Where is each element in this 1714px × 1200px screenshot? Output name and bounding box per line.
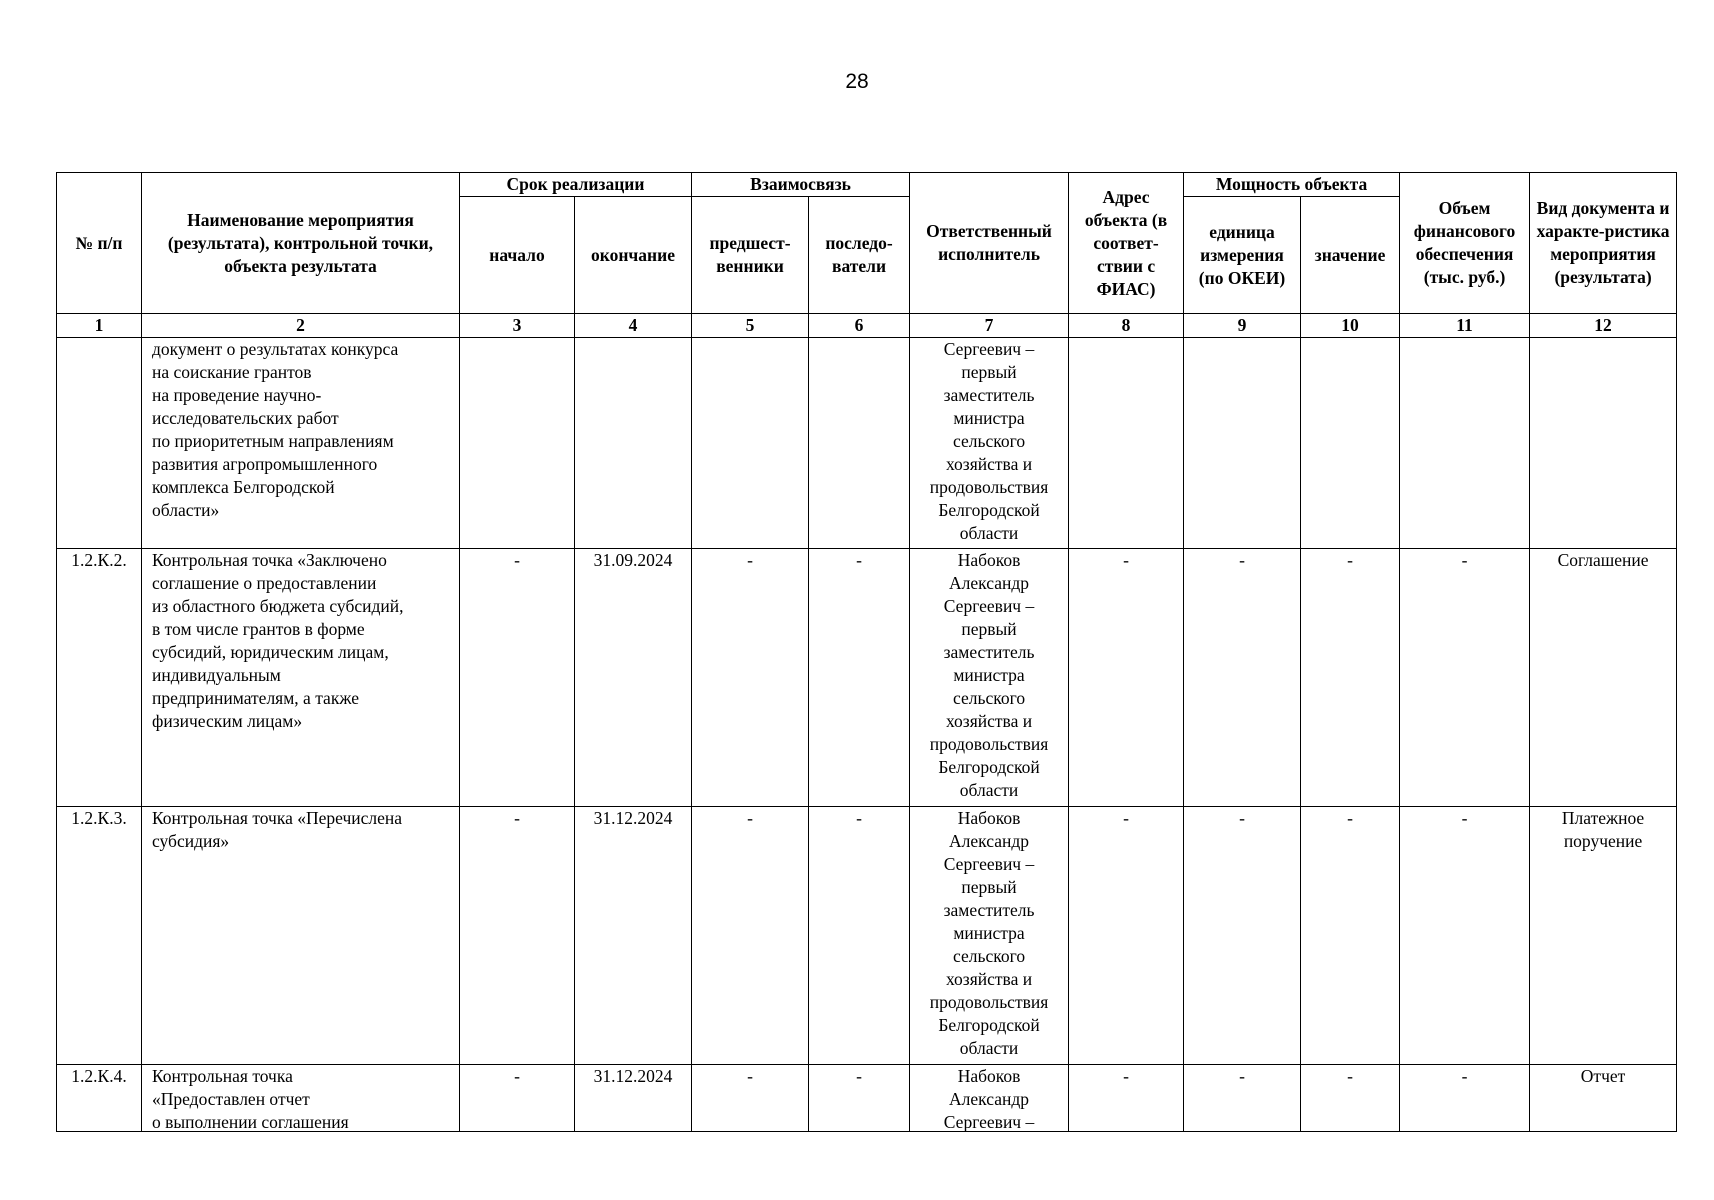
responsible-line: хозяйства и — [945, 969, 1033, 989]
responsible-line: Набоков — [957, 808, 1021, 828]
column-number: 7 — [910, 314, 1069, 338]
responsible-line: хозяйства и — [945, 454, 1033, 474]
responsible-line: Белгородской — [938, 757, 1040, 777]
header-period: Срок реализации — [460, 173, 692, 197]
predecessors — [692, 338, 809, 549]
responsible-line: заместитель — [943, 900, 1035, 920]
event-name-line: предпринимателям, а также — [152, 688, 359, 708]
column-number: 10 — [1301, 314, 1400, 338]
responsible-line: Сергеевич – — [943, 854, 1035, 874]
event-name — [142, 338, 460, 549]
end-date: 31.12.2024 — [575, 1065, 692, 1132]
event-name-line: Контрольная точка — [152, 1066, 293, 1086]
event-name-line: субсидия» — [152, 831, 230, 851]
successors — [809, 338, 910, 549]
responsible-line: Белгородской — [938, 1015, 1040, 1035]
successors: - — [809, 549, 910, 807]
event-name-line: документ о результатах конкурса — [152, 339, 399, 359]
start-date: - — [460, 807, 575, 1065]
event-name-line: на проведение научно- — [152, 385, 322, 405]
header-period-end: окончание — [575, 197, 692, 314]
capacity-value: - — [1301, 1065, 1400, 1132]
event-name-line: Контрольная точка «Перечислена — [152, 808, 403, 828]
header-link: Взаимосвязь — [692, 173, 910, 197]
event-name — [142, 1065, 460, 1132]
responsible-line: первый — [961, 362, 1017, 382]
column-number: 11 — [1400, 314, 1530, 338]
responsible-person — [910, 549, 1069, 807]
responsible-line: продовольствия — [929, 734, 1049, 754]
header-address: Адрес объекта (в соответ-ствии с ФИАС) — [1069, 173, 1184, 314]
column-number: 12 — [1530, 314, 1677, 338]
capacity-value — [1301, 338, 1400, 549]
event-name-line: «Предоставлен отчет — [152, 1089, 310, 1109]
table-header — [57, 173, 1677, 338]
row-number: 1.2.К.3. — [57, 807, 142, 1065]
row-number — [57, 338, 142, 549]
column-number: 6 — [809, 314, 910, 338]
event-name-line: развития агропромышленного — [152, 454, 378, 474]
table-row — [57, 338, 1677, 549]
table-row — [57, 1065, 1677, 1132]
column-number: 2 — [142, 314, 460, 338]
predecessors: - — [692, 549, 809, 807]
column-number: 5 — [692, 314, 809, 338]
object-address — [1069, 338, 1184, 549]
table-row — [57, 549, 1677, 807]
responsible-line: хозяйства и — [945, 711, 1033, 731]
events-table — [56, 172, 1677, 1132]
finance-volume: - — [1400, 807, 1530, 1065]
header-period-start: начало — [460, 197, 575, 314]
column-number: 9 — [1184, 314, 1301, 338]
responsible-line: Сергеевич – — [943, 1112, 1035, 1131]
document-type: Отчет — [1530, 1065, 1677, 1132]
event-name-line: соглашение о предоставлении — [152, 573, 377, 593]
successors: - — [809, 1065, 910, 1132]
start-date — [460, 338, 575, 549]
row-number: 1.2.К.2. — [57, 549, 142, 807]
event-name-line: комплекса Белгородской — [152, 477, 335, 497]
responsible-line: Александр — [949, 1089, 1030, 1109]
responsible-person — [910, 338, 1069, 549]
responsible-line: заместитель — [943, 642, 1035, 662]
event-name-line: исследовательских работ — [152, 408, 339, 428]
column-number: 3 — [460, 314, 575, 338]
responsible-line: Набоков — [957, 1066, 1021, 1086]
object-address: - — [1069, 807, 1184, 1065]
event-name-line: Контрольная точка «Заключено — [152, 550, 387, 570]
row-number: 1.2.К.4. — [57, 1065, 142, 1132]
responsible-line: министра — [953, 665, 1025, 685]
capacity-value: - — [1301, 807, 1400, 1065]
header-finance: Объем финансового обеспечения (тыс. руб.) — [1400, 173, 1530, 314]
end-date — [575, 338, 692, 549]
responsible-line: сельского — [952, 431, 1026, 451]
header-num: № п/п — [57, 173, 142, 314]
header-capacity: Мощность объекта — [1184, 173, 1400, 197]
responsible-line: области — [959, 1038, 1019, 1058]
object-address: - — [1069, 549, 1184, 807]
responsible-line: Белгородской — [938, 500, 1040, 520]
responsible-line: министра — [953, 408, 1025, 428]
finance-volume: - — [1400, 1065, 1530, 1132]
responsible-line: Сергеевич – — [943, 596, 1035, 616]
header-doc-type: Вид документа и характе-ристика мероприятия (результата) — [1530, 173, 1677, 314]
capacity-unit: - — [1184, 807, 1301, 1065]
responsible-line: Александр — [949, 831, 1030, 851]
event-name-line: по приоритетным направлениям — [152, 431, 394, 451]
responsible-line: первый — [961, 619, 1017, 639]
responsible-line: Набоков — [957, 550, 1021, 570]
event-name — [142, 549, 460, 807]
end-date: 31.12.2024 — [575, 807, 692, 1065]
page-number: 28 — [845, 70, 869, 93]
object-address: - — [1069, 1065, 1184, 1132]
event-name-line: физическим лицам» — [152, 711, 303, 731]
responsible-line: сельского — [952, 688, 1026, 708]
responsible-person — [910, 807, 1069, 1065]
column-number: 1 — [57, 314, 142, 338]
responsible-person — [910, 1065, 1069, 1132]
predecessors: - — [692, 1065, 809, 1132]
responsible-line: области — [959, 523, 1019, 543]
responsible-line: министра — [953, 923, 1025, 943]
header-responsible: Ответственный исполнитель — [910, 173, 1069, 314]
capacity-unit — [1184, 338, 1301, 549]
event-name-line: субсидий, юридическим лицам, — [152, 642, 389, 662]
table-body — [57, 338, 1677, 1132]
start-date: - — [460, 549, 575, 807]
event-name-line: на соискание грантов — [152, 362, 312, 382]
column-number: 8 — [1069, 314, 1184, 338]
successors: - — [809, 807, 910, 1065]
end-date: 31.09.2024 — [575, 549, 692, 807]
header-capacity-unit: единица измерения (по ОКЕИ) — [1184, 197, 1301, 314]
event-name-line: в том числе грантов в форме — [152, 619, 365, 639]
column-numbers-row — [57, 314, 1677, 338]
event-name-line: индивидуальным — [152, 665, 281, 685]
event-name-line: о выполнении соглашения — [152, 1112, 349, 1131]
header-name: Наименование мероприятия (результата), контрольной точки, объекта результата — [142, 173, 460, 314]
finance-volume — [1400, 338, 1530, 549]
predecessors: - — [692, 807, 809, 1065]
header-link-next: последо-ватели — [809, 197, 910, 314]
event-name-line: области» — [152, 500, 220, 520]
event-name-line: из областного бюджета субсидий, — [152, 596, 404, 616]
responsible-line: области — [959, 780, 1019, 800]
document-type — [1530, 338, 1677, 549]
header-link-prev: предшест-венники — [692, 197, 809, 314]
responsible-line: сельского — [952, 946, 1026, 966]
responsible-line: продовольствия — [929, 477, 1049, 497]
finance-volume: - — [1400, 549, 1530, 807]
column-number: 4 — [575, 314, 692, 338]
event-name — [142, 807, 460, 1065]
capacity-value: - — [1301, 549, 1400, 807]
responsible-line: продовольствия — [929, 992, 1049, 1012]
responsible-line: первый — [961, 877, 1017, 897]
document-type: Платежное поручение — [1530, 807, 1677, 1065]
responsible-line: Александр — [949, 573, 1030, 593]
capacity-unit: - — [1184, 549, 1301, 807]
responsible-line: заместитель — [943, 385, 1035, 405]
table-row — [57, 807, 1677, 1065]
header-capacity-value: значение — [1301, 197, 1400, 314]
capacity-unit: - — [1184, 1065, 1301, 1132]
document-type: Соглашение — [1530, 549, 1677, 807]
start-date: - — [460, 1065, 575, 1132]
responsible-line: Сергеевич – — [943, 339, 1035, 359]
